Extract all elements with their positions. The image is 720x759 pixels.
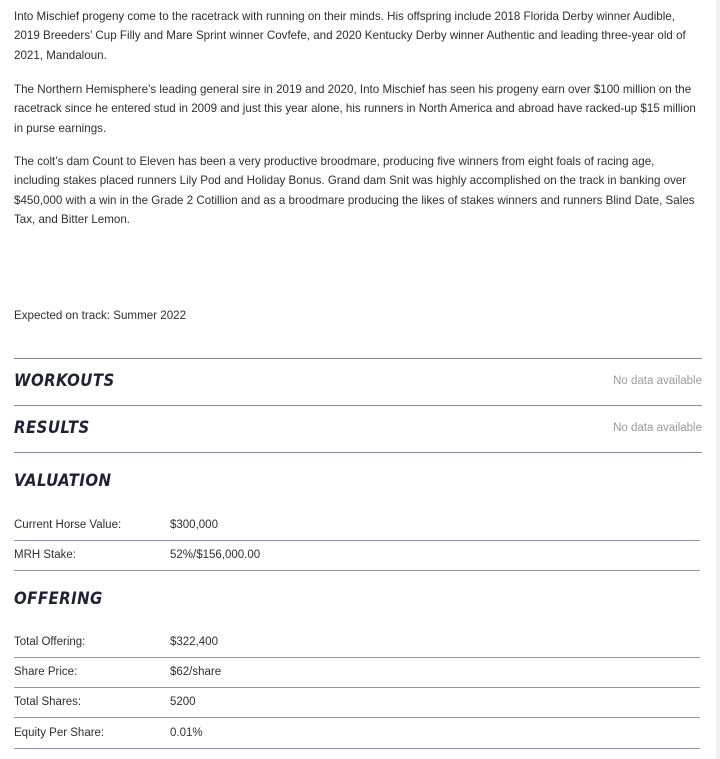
page-scrollbar[interactable]	[716, 0, 720, 759]
offering-row-total-shares	[14, 688, 700, 718]
workouts-heading[interactable]: WORKOUTS	[14, 371, 115, 391]
workouts-status: No data available	[613, 375, 702, 387]
offering-row-total-offering	[14, 628, 700, 658]
row-divider	[14, 570, 700, 571]
offering-row-equity-per-share	[14, 719, 700, 749]
row-value: 5200	[170, 696, 196, 708]
results-heading[interactable]: RESULTS	[14, 418, 90, 438]
description-paragraph: The Northern Hemisphere’s leading general sire in 2019 and 2020, Into Mischief has seen his progeny earn over $100 million on the racetrack since he entered stud in 2009 and just this year alone, his runners in North America and abroad have racked-up $15 million in purse earnings.	[14, 83, 696, 135]
description-paragraph: The colt’s dam Count to Eleven has been a very productive broodmare, producing five winners from eight foals of racing age, including stakes placed runners Lily Pod and Holiday Bonus. Grand dam Snit was highly accomplished on the track in banking over $450,000 with a win in the Grade 2 Cotillion and as a broodmare producing the likes of stakes winners and runners Blind Date, Sales Tax, and Bitter Lemon.	[14, 155, 695, 227]
row-label: Total Shares:	[14, 696, 82, 708]
row-divider	[14, 748, 700, 749]
valuation-heading: VALUATION	[14, 471, 112, 491]
results-status: No data available	[613, 422, 702, 434]
valuation-row-mrh-stake	[14, 541, 700, 571]
row-value: $322,400	[170, 636, 218, 648]
offering-heading: OFFERING	[14, 589, 103, 609]
valuation-row-current-value	[14, 511, 700, 541]
offering-row-share-price	[14, 658, 700, 688]
row-value: 0.01%	[170, 727, 203, 739]
row-value: $300,000	[170, 519, 218, 531]
row-value: $62/share	[170, 666, 222, 678]
section-divider	[14, 358, 702, 359]
description-paragraph: Into Mischief progeny come to the racetrack with running on their minds. His offspring include 2018 Florida Derby winner Audible, 2019 Breeders’ Cup Filly and Mare Sprint winner Covfefe, and 2020 Kentucky Derby winner Authentic and leading three-year old of 2021, Mandaloun.	[14, 10, 686, 62]
row-value: 52%/$156,000.00	[170, 549, 261, 561]
section-divider	[14, 405, 702, 406]
row-label: Current Horse Value:	[14, 519, 122, 531]
row-label: Equity Per Share:	[14, 727, 105, 739]
row-label: MRH Stake:	[14, 549, 76, 561]
expected-on-track: Expected on track: Summer 2022	[14, 309, 187, 322]
row-divider	[14, 717, 700, 718]
row-label: Share Price:	[14, 666, 78, 678]
section-divider	[14, 452, 702, 453]
row-label: Total Offering:	[14, 636, 86, 648]
